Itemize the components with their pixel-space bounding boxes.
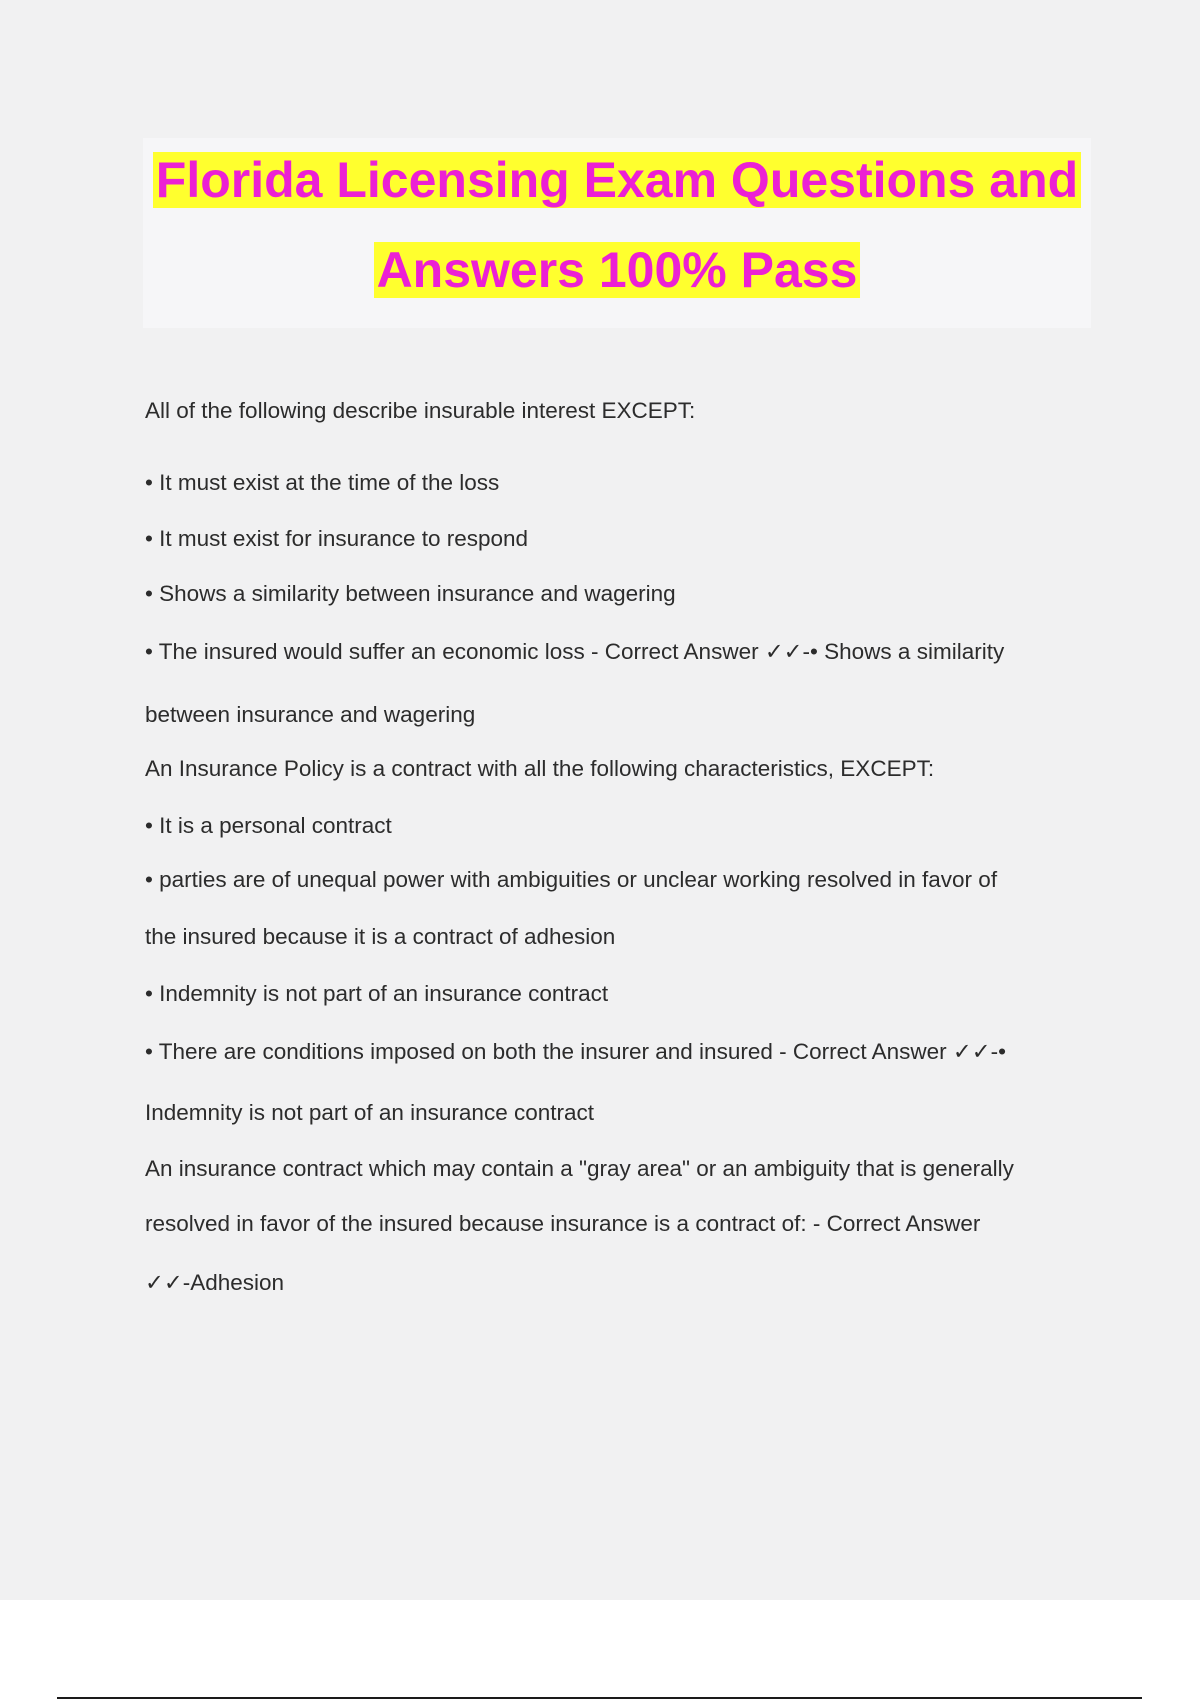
question-3-stem-continued: resolved in favor of the insured because insurance is a contract of: - Correct Answer (145, 1211, 981, 1236)
question-1-option: • It must exist for insurance to respond (145, 526, 529, 551)
question-2-option: • It is a personal contract (145, 813, 392, 838)
question-1-answer-continued: between insurance and wagering (145, 702, 476, 727)
title-block (143, 138, 1091, 328)
question-2-option: • parties are of unequal power with ambiguities or unclear working resolved in favor of (145, 867, 998, 892)
question-3-answer: ✓✓-Adhesion (145, 1270, 285, 1295)
question-1-option: • Shows a similarity between insurance and wagering (145, 581, 676, 606)
question-2-option: • Indemnity is not part of an insurance contract (145, 981, 609, 1006)
question-1-option-with-answer: • The insured would suffer an economic loss - Correct Answer ✓✓-• Shows a similarity (145, 639, 1005, 664)
question-1-option: • It must exist at the time of the loss (145, 470, 500, 495)
document-title-line-2: Answers 100% Pass (143, 240, 1091, 300)
document-title-line-1: Florida Licensing Exam Questions and (143, 150, 1091, 210)
footer-divider (57, 1697, 1142, 1699)
question-3-stem: An insurance contract which may contain a "gray area" or an ambiguity that is generally (145, 1156, 1014, 1181)
question-2-answer-continued: Indemnity is not part of an insurance contract (145, 1100, 594, 1125)
question-2-stem: An Insurance Policy is a contract with all the following characteristics, EXCEPT: (145, 756, 935, 781)
question-2-option-with-answer: • There are conditions imposed on both the insurer and insured - Correct Answer ✓✓-• (145, 1039, 1006, 1064)
question-2-option-continued: the insured because it is a contract of adhesion (145, 924, 616, 949)
question-1-stem: All of the following describe insurable interest EXCEPT: (145, 398, 696, 423)
